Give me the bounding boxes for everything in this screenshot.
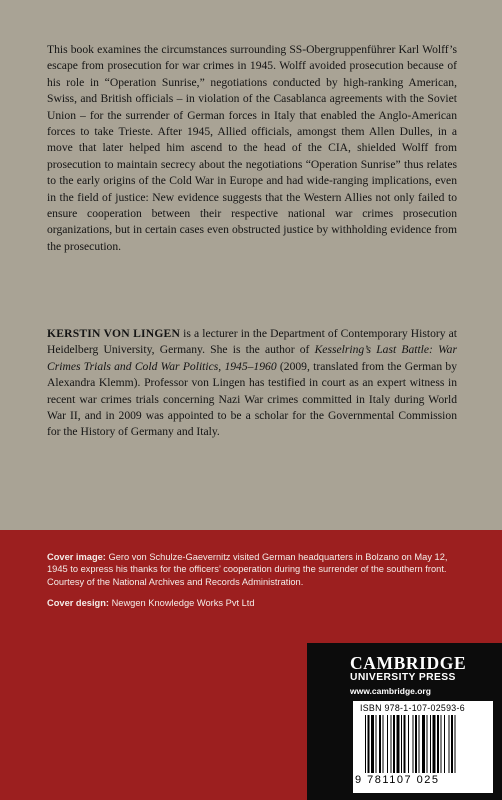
barcode-digits: 9 781107 025 — [355, 774, 440, 786]
barcode-stripe — [451, 715, 453, 773]
barcode-stripe — [365, 715, 366, 773]
barcode-stripe — [419, 715, 420, 773]
book-description: This book examines the circumstances surrounding SS-Obergruppenführer Karl Wolff’s escape from prosecution for war crimes in 1945. Wolff avoided prosecution because of his role in “Operation Sunrise,” negotiations conducted by high-ranking American, Swiss, and British officials – in violation of the Casablanca agreements with the Soviet Union – for the surrender of German forces in Italy that enabled the Anglo-American forces to take Trieste. After 1945, Allied officials, amongst them Allen Dulles, in a move that later helped him ascend to the head of the CIA, shielded Wolff from prosecution to maintain secrecy about the negotiations “Operation Sunrise” thus relates to the early origins of the Cold War in Europe and had wide-ranging implications, even in the field of justice: New evidence suggests that the Western Allies not only failed to ensure cooperation between their respective national war crimes prosecution organizations, but in certain cases even obstructed justice by withholding evidence from the prosecution. — [47, 43, 457, 253]
cover-image-credit — [47, 551, 462, 588]
barcode-stripe — [397, 715, 400, 773]
author-previous-book-title: Kesselring’s Last Battle: War Crimes Trials and Cold War Politics, 1945–1960 — [47, 343, 457, 373]
cover-image-label: Cover image: — [47, 552, 106, 562]
barcode-stripe — [422, 715, 425, 773]
barcode-stripe — [455, 715, 456, 773]
barcode-stripe — [404, 715, 406, 773]
barcode — [365, 715, 485, 773]
barcode-stripe — [433, 715, 436, 773]
isbn-label: ISBN 978-1-107-02593-6 — [360, 703, 465, 713]
barcode-stripe — [449, 715, 450, 773]
cover-design-text: Newgen Knowledge Works Pvt Ltd — [109, 597, 255, 608]
cover-design-credit — [47, 597, 462, 609]
barcode-stripe — [383, 715, 384, 773]
barcode-stripe — [415, 715, 417, 773]
publisher-name: CAMBRIDGE — [350, 653, 467, 673]
barcode-stripe — [444, 715, 445, 773]
barcode-stripe — [376, 715, 377, 773]
author-bio-text-1: is a lecturer in the Department of Contemporary History at Heidelberg University, Germany. She is the author of — [47, 327, 457, 357]
barcode-panel — [353, 701, 493, 793]
barcode-stripe — [408, 715, 409, 773]
barcode-stripe — [437, 715, 439, 773]
publisher-box — [307, 643, 502, 800]
author-biography — [47, 326, 457, 441]
cover-design-label: Cover design: — [47, 597, 109, 608]
barcode-stripe — [427, 715, 428, 773]
author-name: KERSTIN VON LINGEN — [47, 327, 181, 340]
barcode-stripe — [401, 715, 402, 773]
barcode-stripe — [391, 715, 392, 773]
publisher-press: UNIVERSITY PRESS — [350, 672, 456, 683]
author-bio-text-2: (2009, translated from the German by Alexandra Klemm). Professor von Lingen has testified in court as an expert witness in recent war crimes trials concerning Nazi War crimes committed in Italy during World War II, and in 2009 was appointed to be a scholar for the Governmental Commission for the History of Germany and Italy. — [47, 359, 457, 439]
barcode-stripe — [387, 715, 388, 773]
cover-credits — [47, 551, 462, 618]
barcode-stripe — [371, 715, 374, 773]
barcode-stripe — [379, 715, 381, 773]
barcode-stripe — [368, 715, 370, 773]
barcode-stripe — [430, 715, 431, 773]
publisher-website: www.cambridge.org — [350, 686, 431, 696]
barcode-stripe — [441, 715, 442, 773]
barcode-stripe — [393, 715, 395, 773]
barcode-stripe — [413, 715, 414, 773]
cover-image-text: Gero von Schulze-Gaevernitz visited German headquarters in Bolzano on May 12, 1945 to express his thanks for the officers’ cooperation during the surrender of the southern front. Courtesy of the National Archives and Records Administration. — [47, 552, 448, 587]
